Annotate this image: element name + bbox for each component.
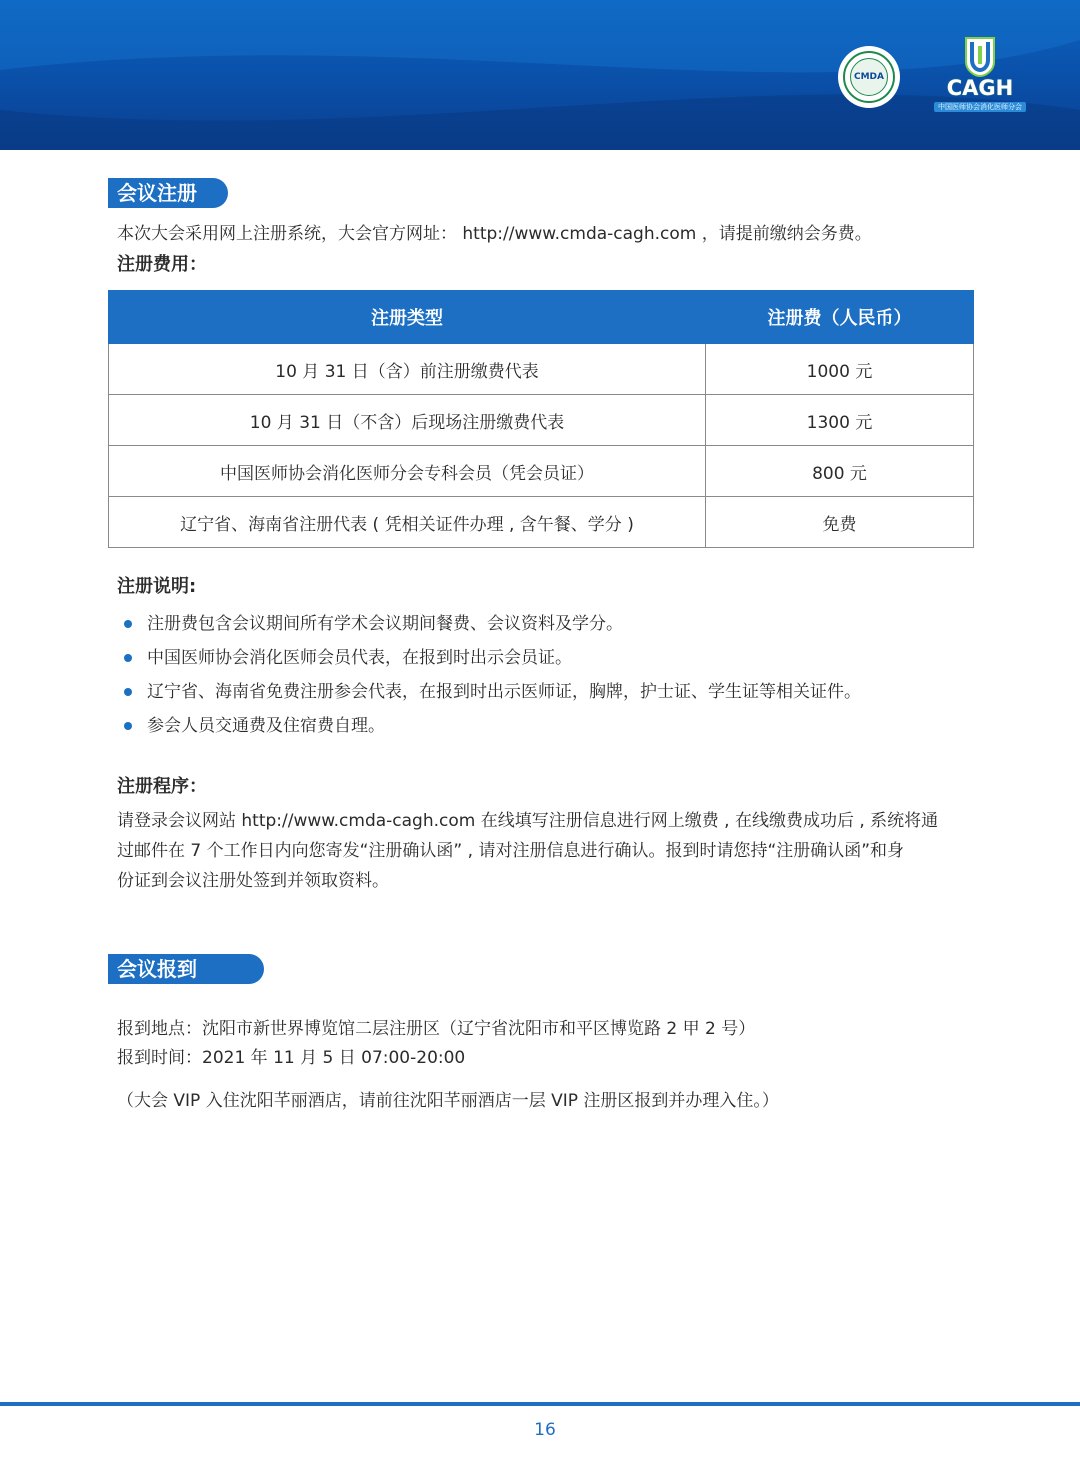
section-title-checkin: 会议报到 (108, 954, 264, 984)
list-item (124, 675, 861, 709)
section-title-registration: 会议注册 (108, 178, 228, 208)
fee-table (108, 290, 974, 548)
table-cell-type: 辽宁省、海南省注册代表 ( 凭相关证件办理 , 含午餐、学分 ) (109, 497, 706, 548)
checkin-vip-note: （大会 VIP 入住沈阳芊丽酒店，请前往沈阳芊丽酒店一层 VIP 注册区报到并办理入住。） (117, 1091, 779, 1111)
table-row (109, 344, 974, 395)
procedure-text (117, 806, 987, 896)
list-item (124, 607, 861, 641)
table-cell-type: 10 月 31 日（含）前注册缴费代表 (109, 344, 706, 395)
note-text: 辽宁省、海南省免费注册参会代表，在报到时出示医师证，胸牌，护士证、学生证等相关证件。 (147, 682, 861, 702)
table-row (109, 497, 974, 548)
note-text: 注册费包含会议期间所有学术会议期间餐费、会议资料及学分。 (147, 614, 623, 634)
cmda-logo-ring (843, 51, 895, 103)
table-cell-type: 中国医师协会消化医师分会专科会员（凭会员证） (109, 446, 706, 497)
cagh-logo-text: CAGH (946, 76, 1014, 100)
fee-table-header-fee: 注册费（人民币） (706, 291, 974, 344)
bullet-dot-icon (124, 688, 132, 696)
bullet-dot-icon (124, 654, 132, 662)
procedure-line: 份证到会议注册处签到并领取资料。 (117, 871, 389, 891)
cagh-shield-icon (934, 36, 1026, 78)
table-cell-fee: 免费 (706, 497, 974, 548)
fee-table-header-row (109, 291, 974, 344)
checkin-time: 报到时间：2021 年 11 月 5 日 07:00-20:00 (117, 1048, 466, 1068)
note-text: 参会人员交通费及住宿费自理。 (147, 716, 385, 736)
bullet-dot-icon (124, 620, 132, 628)
notes-heading: 注册说明: (117, 576, 197, 597)
page-number: 16 (534, 1420, 556, 1440)
checkin-location: 报到地点：沈阳市新世界博览馆二层注册区（辽宁省沈阳市和平区博览路 2 甲 2 号） (117, 1019, 756, 1039)
fee-heading: 注册费用： (117, 254, 207, 275)
note-text: 中国医师协会消化医师会员代表，在报到时出示会员证。 (147, 648, 572, 668)
table-cell-fee: 800 元 (706, 446, 974, 497)
registration-intro: 本次大会采用网上注册系统，大会官方网址： http://www.cmda-cagh.com ，请提前缴纳会务费。 (117, 224, 872, 244)
bullet-dot-icon (124, 722, 132, 730)
list-item (124, 641, 861, 675)
cagh-logo-subtitle: 中国医师协会消化医师分会 (934, 102, 1026, 112)
table-cell-type: 10 月 31 日（不含）后现场注册缴费代表 (109, 395, 706, 446)
cmda-logo-text: CMDA (850, 58, 888, 96)
header-wave-decoration (0, 0, 1080, 150)
cagh-logo (934, 36, 1026, 116)
page-header (0, 0, 1080, 150)
table-row (109, 395, 974, 446)
table-cell-fee: 1300 元 (706, 395, 974, 446)
cmda-logo (838, 46, 900, 108)
procedure-line: 过邮件在 7 个工作日内向您寄发“注册确认函” , 请对注册信息进行确认。报到时请您持“注册确认函”和身 (117, 841, 905, 861)
fee-table-header-type: 注册类型 (109, 291, 706, 344)
table-cell-fee: 1000 元 (706, 344, 974, 395)
list-item (124, 709, 861, 743)
procedure-line: 请登录会议网站 http://www.cmda-cagh.com 在线填写注册信息进行网上缴费 , 在线缴费成功后 , 系统将通 (117, 811, 939, 831)
procedure-heading: 注册程序： (117, 776, 207, 797)
table-row (109, 446, 974, 497)
registration-notes-list (124, 607, 861, 743)
footer-divider (0, 1402, 1080, 1406)
